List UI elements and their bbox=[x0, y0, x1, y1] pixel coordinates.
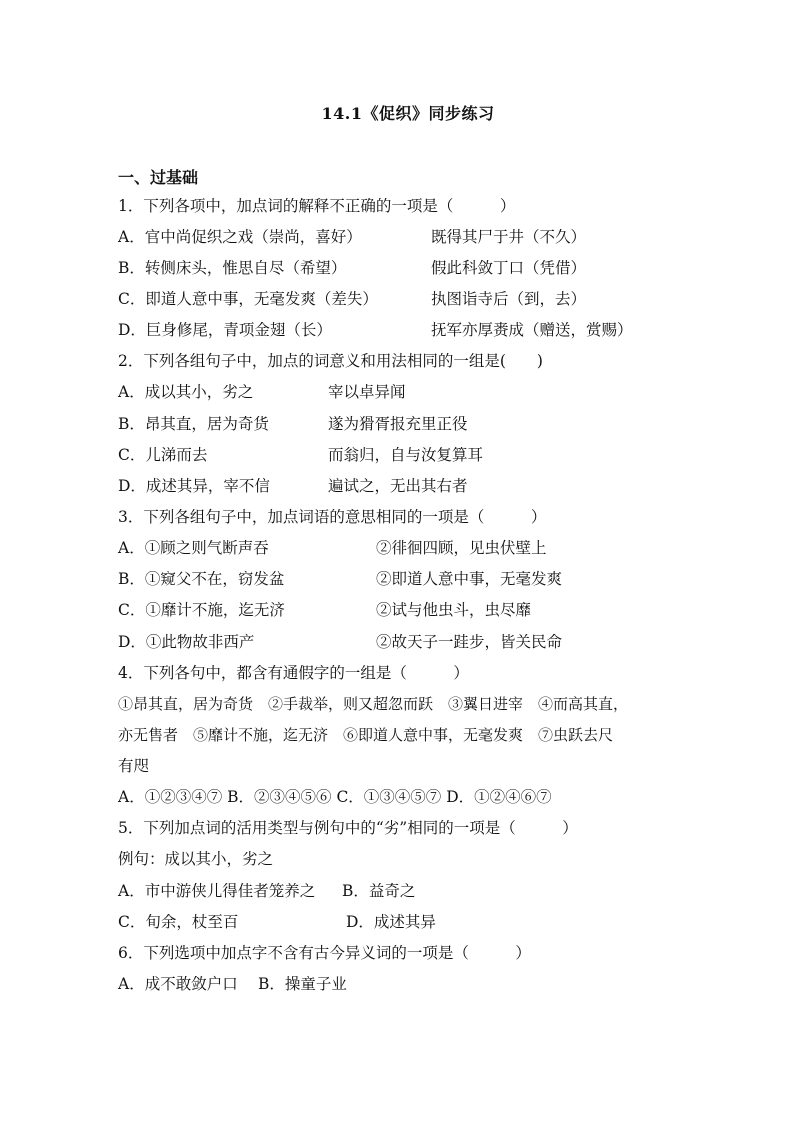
option-right: 假此科敛丁口（凭借） bbox=[431, 259, 587, 277]
document-title: 14.1《促织》同步练习 bbox=[321, 104, 495, 123]
option-left: B．转侧床头，惟思自尽（希望） bbox=[118, 259, 347, 277]
option-right: D．成述其异 bbox=[346, 913, 436, 931]
option-left: C．即道人意中事，无毫发爽（差失） bbox=[118, 290, 378, 308]
question-5-stem: 5．下列加点词的活用类型与例句中的“劣”相同的一项是（ ） bbox=[118, 819, 578, 837]
question-2-stem: 2．下列各组句子中，加点的词意义和用法相同的一组是( ) bbox=[118, 352, 543, 370]
question-5-example: 例句：成以其小，劣之 bbox=[118, 850, 274, 868]
section-heading: 一、过基础 bbox=[118, 168, 199, 187]
question-2-option-c bbox=[118, 445, 484, 465]
option-right: ②即道人意中事，无毫发爽 bbox=[376, 570, 563, 588]
question-3-option-b bbox=[118, 569, 563, 589]
question-6-stem: 6．下列选项中加点字不含有古今异义词的一项是（ ） bbox=[118, 944, 531, 962]
question-3-stem: 3．下列各组句子中，加点词语的意思相同的一项是（ ） bbox=[118, 508, 547, 526]
option-right: B．操童子业 bbox=[258, 975, 347, 993]
question-1-stem: 1．下列各项中，加点词的解释不正确的一项是（ ） bbox=[118, 197, 516, 215]
option-right: 抚军亦厚赉成（赠送，赏赐） bbox=[431, 321, 633, 339]
option-right: ②故天子一跬步，皆关民命 bbox=[376, 633, 563, 651]
option-left: B．昂其直，居为奇货 bbox=[118, 415, 269, 433]
question-5-options-ab bbox=[118, 881, 416, 901]
question-3-option-a bbox=[118, 538, 547, 558]
option-left: C．旬余，杖至百 bbox=[118, 913, 239, 931]
question-1-option-b bbox=[118, 258, 587, 278]
option-left: C．①靡计不施，迄无济 bbox=[118, 601, 285, 619]
option-right: 执图诣寺后（到，去） bbox=[431, 290, 587, 308]
question-4-items-line: 亦无售者 ⑤靡计不施，迄无济 ⑥即道人意中事，无毫发爽 ⑦虫跃去尺 bbox=[118, 726, 614, 744]
option-left: A．官中尚促织之戏（崇尚，喜好） bbox=[118, 228, 362, 246]
question-2-option-b bbox=[118, 414, 468, 434]
option-left: A．①顾之则气断声吞 bbox=[118, 539, 269, 557]
question-4-answer-choices: A．①②③④⑦ B．②③④⑤⑥ C．①③④⑤⑦ D．①②④⑥⑦ bbox=[118, 788, 552, 806]
option-left: C．儿涕而去 bbox=[118, 446, 208, 464]
question-4-items-line: 有咫 bbox=[118, 757, 150, 775]
option-left: D．成述其异，宰不信 bbox=[118, 477, 270, 495]
option-right: 遂为猾胥报充里正役 bbox=[328, 415, 468, 433]
option-right: 遍试之，无出其右者 bbox=[328, 477, 468, 495]
question-4-items-line: ①昂其直，居为奇货 ②手裁举，则又超忽而跃 ③翼日进宰 ④而高其直， bbox=[118, 695, 629, 713]
question-4-stem: 4．下列各句中，都含有通假字的一组是（ ） bbox=[118, 664, 469, 682]
question-1-option-a bbox=[118, 227, 587, 247]
option-left: B．①窥父不在，窃发盆 bbox=[118, 570, 285, 588]
question-2-option-a bbox=[118, 382, 406, 402]
question-2-option-d bbox=[118, 476, 468, 496]
option-right: ②徘徊四顾，见虫伏壁上 bbox=[376, 539, 547, 557]
option-left: A．成不敢敛户口 bbox=[118, 975, 238, 993]
option-right: 而翁归，自与汝复算耳 bbox=[328, 446, 484, 464]
question-3-option-d bbox=[118, 632, 563, 652]
option-right: B．益奇之 bbox=[342, 882, 416, 900]
question-5-options-cd bbox=[118, 912, 436, 932]
question-6-options-ab bbox=[118, 974, 347, 994]
option-left: A．市中游侠儿得佳者笼养之 bbox=[118, 882, 316, 900]
question-1-option-d bbox=[118, 320, 633, 340]
option-right: 宰以卓异闻 bbox=[328, 383, 406, 401]
option-right: 既得其尸于井（不久） bbox=[431, 228, 587, 246]
question-1-option-c bbox=[118, 289, 587, 309]
option-left: A．成以其小，劣之 bbox=[118, 383, 254, 401]
option-left: D．①此物故非西产 bbox=[118, 633, 255, 651]
option-left: D．巨身修尾，青项金翅（长） bbox=[118, 321, 332, 339]
option-right: ②试与他虫斗，虫尽靡 bbox=[376, 601, 532, 619]
question-3-option-c bbox=[118, 600, 532, 620]
